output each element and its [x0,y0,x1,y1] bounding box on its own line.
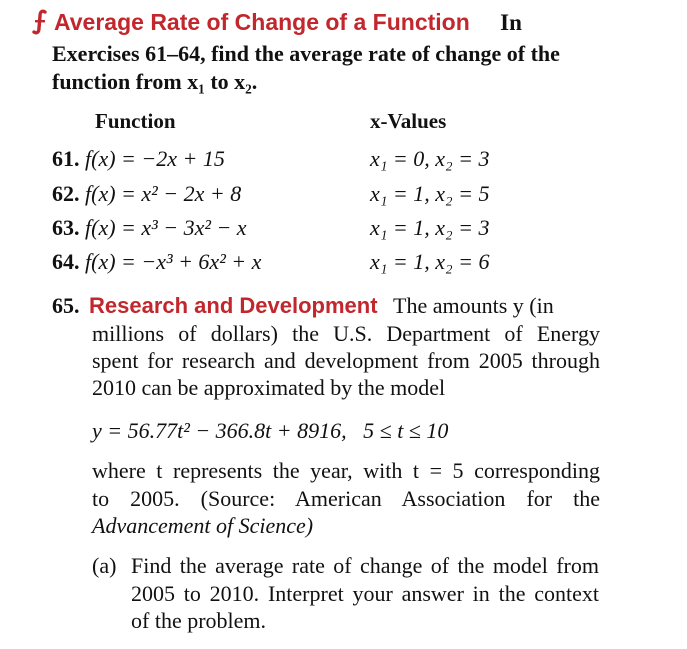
heading-in: In [500,10,522,35]
table-row [52,214,247,242]
part-a-line: of the problem. [131,608,267,633]
problem-text-line: where t represents the year, with t = 5 corresponding [92,458,600,483]
problem-text-line: to 2005. (Source: American Association for the [92,486,600,511]
exercise-number: 62. [52,181,80,206]
column-header-xvalues: x-Values [370,109,447,133]
problem-text-line: spent for research and development from 2005 through [92,348,600,373]
function-expression: f(x) = x³ − 3x² − x [85,215,247,240]
integral-icon [30,9,50,35]
table-row [52,145,225,173]
exercise-number: 64. [52,249,80,274]
exercise-number: 61. [52,146,80,171]
section-heading [30,8,670,37]
exercise-number: 63. [52,215,80,240]
part-a-line: 2005 to 2010. Interpret your answer in the context [131,581,599,606]
function-expression: f(x) = −x³ + 6x² + x [85,249,262,274]
problem-title: Research and Development [89,293,378,318]
exercise-number: 65. [52,293,80,318]
table-row [52,248,261,276]
table-row [52,180,241,208]
heading-title: Average Rate of Change of a Function [54,9,470,35]
xvalues-cell: x₁ = 1, x₂ = 6 [370,249,490,274]
heading-line-3: function from x₁ to x₂. [52,69,258,94]
xvalues-cell: x₁ = 0, x₂ = 3 [370,146,490,171]
problem-text-line: millions of dollars) the U.S. Department of Energy [92,321,600,346]
problem-text-line: 2010 can be approximated by the model [92,375,446,400]
problem-65-first-line [52,292,554,320]
source-citation: Advancement of Science) [92,513,314,538]
problem-text-line: The amounts y (in [393,293,554,318]
xvalues-cell: x₁ = 1, x₂ = 3 [370,215,490,240]
part-a-line: Find the average rate of change of the model from [131,553,599,578]
part-a-label: (a) [92,553,117,578]
column-header-function: Function [95,109,176,133]
xvalues-cell: x₁ = 1, x₂ = 5 [370,181,490,206]
heading-line-2: Exercises 61–64, find the average rate of change of the [52,41,560,66]
model-equation: y = 56.77t² − 366.8t + 8916, 5 ≤ t ≤ 10 [92,418,449,443]
function-expression: f(x) = x² − 2x + 8 [85,181,242,206]
function-expression: f(x) = −2x + 15 [85,146,225,171]
